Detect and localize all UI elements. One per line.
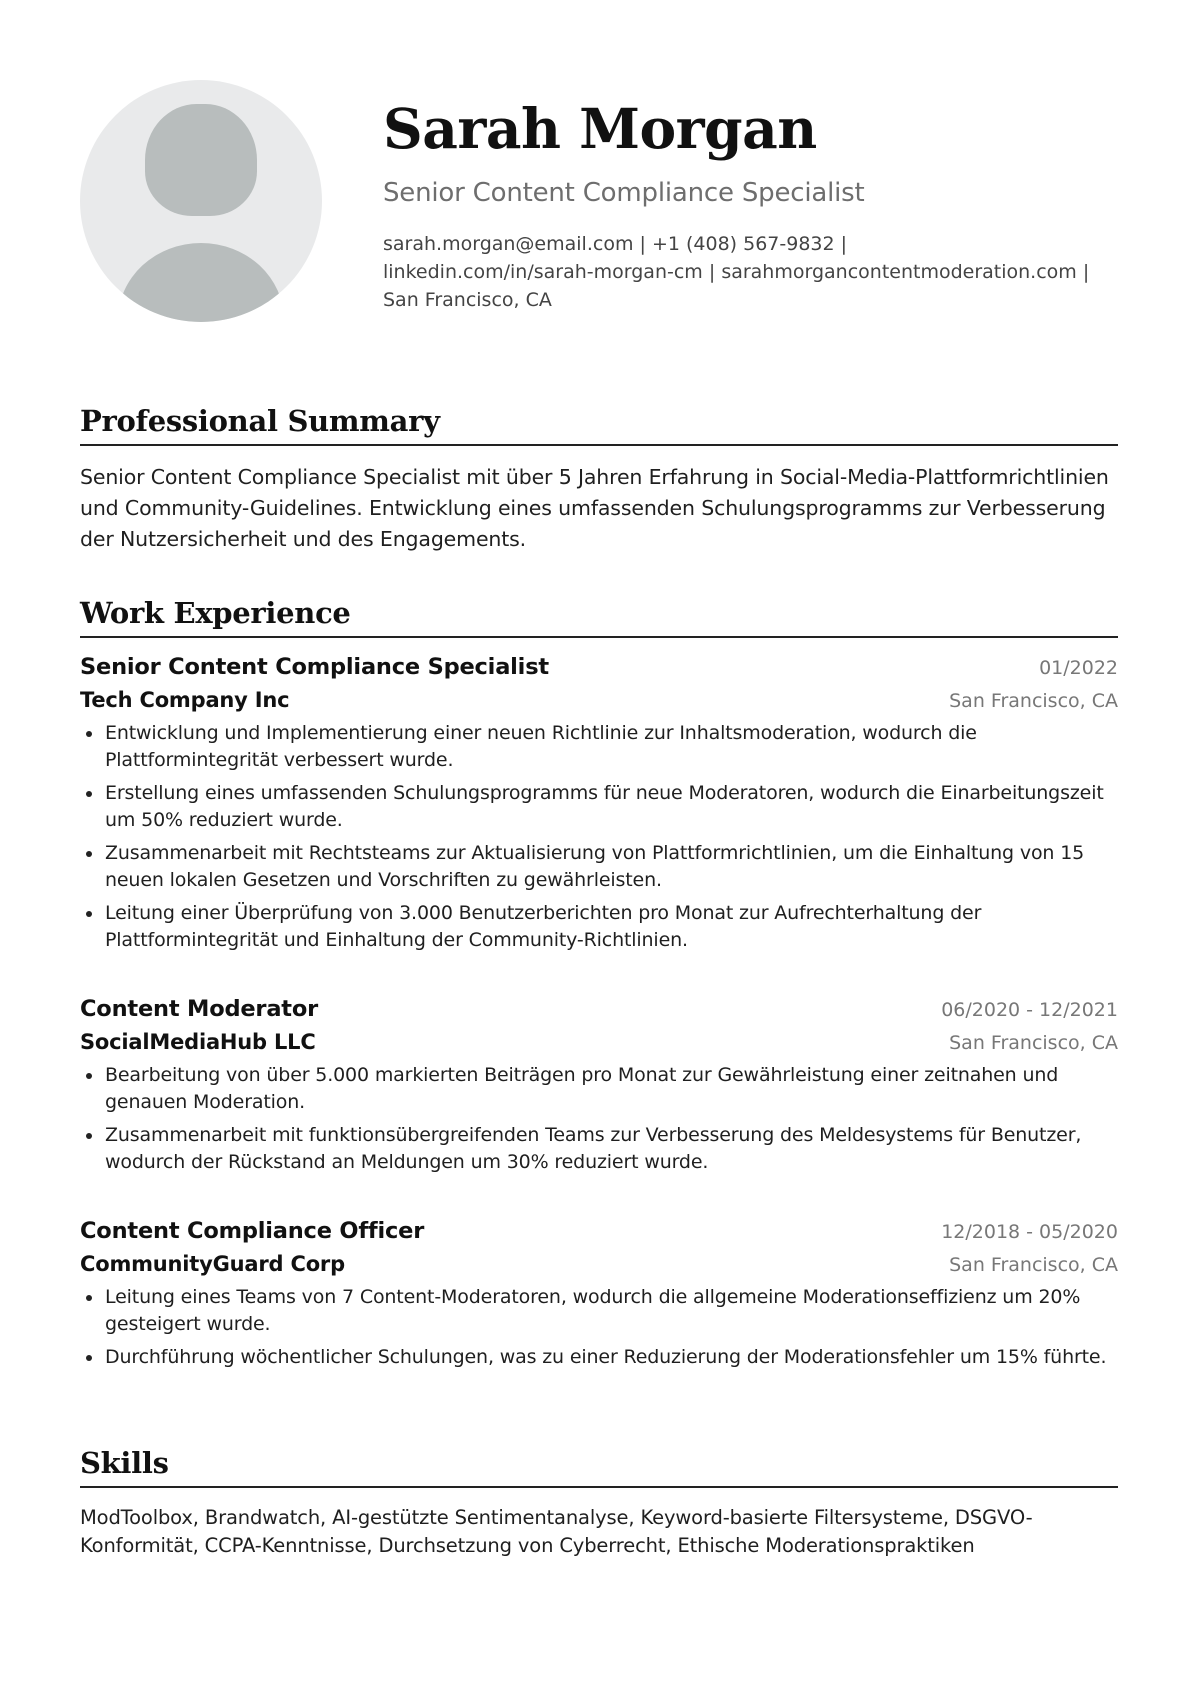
list-item: [80, 780, 1118, 834]
bullet-text: Erstellung eines umfassenden Schulungsprogramms für neue Moderatoren, wodurch die Einarbeitungszeit um 50% reduziert wurde.: [105, 782, 1104, 831]
job-header-row: [80, 996, 1118, 1022]
bullet-text: Bearbeitung von über 5.000 markierten Beiträgen pro Monat zur Gewährleistung einer zeitnahen und genauen Moderation.: [105, 1064, 1059, 1113]
contact-separator: |: [708, 261, 716, 283]
bullet-dot-icon: [86, 1355, 92, 1361]
bullet-dot-icon: [86, 731, 92, 737]
job-entry: [80, 654, 1118, 954]
job-company: SocialMediaHub LLC: [80, 1030, 316, 1054]
bullet-text: Durchführung wöchentlicher Schulungen, was zu einer Reduzierung der Moderationsfehler um 15% führte.: [105, 1346, 1107, 1368]
list-item: [80, 1284, 1118, 1338]
bullet-text: Zusammenarbeit mit Rechtsteams zur Aktualisierung von Plattformrichtlinien, um die Einhaltung von 15 neuen lokalen Gesetzen und Vorschriften zu gewährleisten.: [105, 842, 1085, 891]
contact-separator: |: [1082, 261, 1090, 283]
bullet-text: Zusammenarbeit mit funktionsübergreifenden Teams zur Verbesserung des Meldesystems für Benutzer, wodurch der Rückstand an Meldungen um 30% reduziert wurde.: [105, 1124, 1082, 1173]
skills-section: [80, 1446, 1118, 1560]
bullet-text: Leitung einer Überprüfung von 3.000 Benutzerberichten pro Monat zur Aufrechterhaltung der Plattformintegrität und Einhaltung der Community-Richtlinien.: [105, 902, 982, 951]
bullet-text: Leitung eines Teams von 7 Content-Moderatoren, wodurch die allgemeine Moderationseffizienz um 20% gesteigert wurde.: [105, 1286, 1081, 1335]
list-item: [80, 1122, 1118, 1176]
avatar-head-shape: [145, 104, 257, 216]
contact-linkedin[interactable]: linkedin.com/in/sarah-morgan-cm: [383, 261, 703, 283]
job-company: CommunityGuard Corp: [80, 1252, 345, 1276]
avatar-shoulders-shape: [118, 243, 284, 322]
resume-header: [0, 0, 1190, 340]
bullet-dot-icon: [86, 911, 92, 917]
contact-phone[interactable]: +1 (408) 567-9832: [651, 233, 835, 255]
job-header-row: [80, 654, 1118, 680]
contact-location: San Francisco, CA: [383, 289, 552, 311]
job-header-row: [80, 1218, 1118, 1244]
contact-website[interactable]: sarahmorgancontentmoderation.com: [721, 261, 1077, 283]
job-bullets: [80, 1284, 1118, 1371]
section-heading: Skills: [80, 1446, 1118, 1488]
job-location: San Francisco, CA: [949, 1032, 1118, 1054]
job-bullets: [80, 720, 1118, 954]
candidate-title: Senior Content Compliance Specialist: [383, 178, 865, 208]
bullet-dot-icon: [86, 791, 92, 797]
job-company: Tech Company Inc: [80, 688, 290, 712]
summary-section: [80, 404, 1118, 555]
list-item: [80, 900, 1118, 954]
section-heading: Work Experience: [80, 596, 1118, 638]
job-company-row: [80, 688, 1118, 712]
bullet-text: Entwicklung und Implementierung einer neuen Richtlinie zur Inhaltsmoderation, wodurch die Plattformintegrität verbessert wurde.: [105, 722, 977, 771]
bullet-dot-icon: [86, 1295, 92, 1301]
job-role: Senior Content Compliance Specialist: [80, 654, 549, 680]
user-silhouette-icon: [80, 80, 322, 322]
list-item: [80, 1344, 1118, 1371]
job-entry: [80, 996, 1118, 1176]
section-heading: Professional Summary: [80, 404, 1118, 446]
job-role: Content Compliance Officer: [80, 1218, 425, 1244]
bullet-dot-icon: [86, 851, 92, 857]
job-company-row: [80, 1252, 1118, 1276]
job-location: San Francisco, CA: [949, 1254, 1118, 1276]
candidate-name: Sarah Morgan: [383, 96, 817, 161]
skills-text: ModToolbox, Brandwatch, AI-gestützte Sentimentanalyse, Keyword-basierte Filtersysteme, DSGVO-Konformität, CCPA-Kenntnisse, Durchsetzung von Cyberrecht, Ethische Moderationspraktiken: [80, 1506, 1033, 1557]
contact-separator: |: [840, 233, 848, 255]
job-entry: [80, 1218, 1118, 1371]
job-dates: 01/2022: [1039, 657, 1118, 679]
experience-section: [80, 596, 1118, 1377]
bullet-dot-icon: [86, 1073, 92, 1079]
job-dates: 12/2018 - 05/2020: [941, 1221, 1118, 1243]
contact-info: [383, 230, 1123, 314]
list-item: [80, 720, 1118, 774]
contact-email[interactable]: sarah.morgan@email.com: [383, 233, 634, 255]
contact-separator: |: [639, 233, 646, 255]
job-bullets: [80, 1062, 1118, 1176]
summary-text: Senior Content Compliance Specialist mit über 5 Jahren Erfahrung in Social-Media-Plattformrichtlinien und Community-Guidelines. Entwicklung eines umfassenden Schulungsprogramms zur Verbesserung der Nutzersicherheit und des Engagements.: [80, 465, 1109, 551]
list-item: [80, 1062, 1118, 1116]
bullet-dot-icon: [86, 1133, 92, 1139]
list-item: [80, 840, 1118, 894]
job-role: Content Moderator: [80, 996, 319, 1022]
job-dates: 06/2020 - 12/2021: [941, 999, 1118, 1021]
job-location: San Francisco, CA: [949, 690, 1118, 712]
job-company-row: [80, 1030, 1118, 1054]
